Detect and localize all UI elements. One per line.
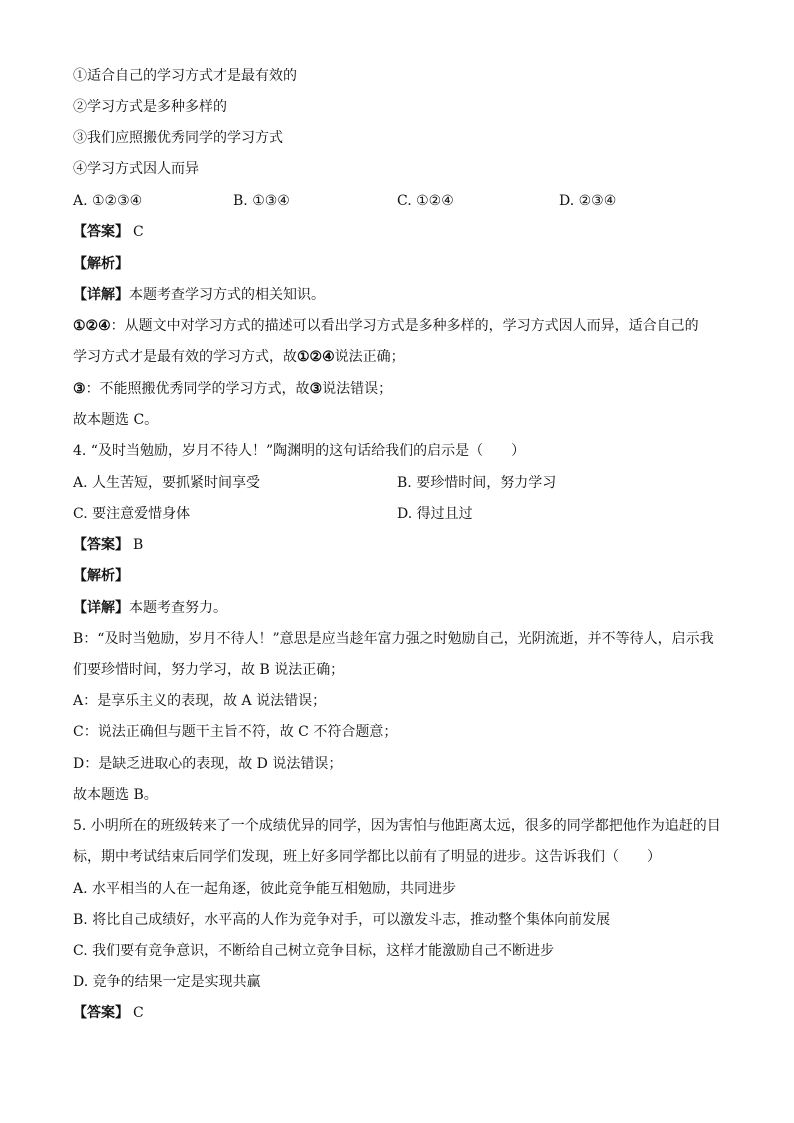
explanation-line: 们要珍惜时间，努力学习，故 B 说法正确； — [73, 662, 345, 678]
explanation-line-1 — [73, 317, 699, 335]
answer-line — [73, 1004, 144, 1022]
analysis-label: 【解析】 — [73, 256, 129, 272]
option-d: D. 竞争的结果一定是实现共赢 — [73, 974, 261, 990]
question-stem: 4. “及时当勉励，岁月不待人！”陶渊明的这句话给我们的启示是（ ） — [73, 443, 526, 459]
conclusion: 故本题选 B。 — [73, 787, 158, 803]
explanation-text: 说法正确； — [334, 349, 405, 365]
answer-value: C — [133, 224, 144, 240]
statement-3: ③我们应照搬优秀同学的学习方式 — [73, 130, 283, 146]
explanation-text: ：不能照搬优秀同学的学习方式，故 — [85, 381, 310, 397]
detail-label: 【详解】 — [73, 600, 129, 616]
explanation-ref: ①②④ — [297, 349, 335, 365]
detail-line — [73, 286, 325, 304]
explanation-line: D：是缺乏进取心的表现，故 D 说法错误； — [73, 756, 343, 772]
statement-2: ②学习方式是多种多样的 — [73, 99, 227, 115]
explanation-text: 说法错误； — [322, 381, 393, 397]
answer-line — [73, 223, 144, 241]
explanation-text: ：从题文中对学习方式的描述可以看出学习方式是多种多样的，学习方式因人而异，适合自己的 — [110, 318, 699, 334]
explanation-line: A：是享乐主义的表现，故 A 说法错误； — [73, 693, 327, 709]
option-c: C. 我们要有竞争意识，不断给自己树立竞争目标，这样才能激励自己不断进步 — [73, 943, 555, 959]
explanation-prefix: ③ — [73, 381, 86, 397]
explanation-ref: ③ — [309, 381, 323, 397]
detail-label: 【详解】 — [73, 287, 129, 303]
explanation-line-2 — [73, 348, 405, 366]
question-stem: 标，期中考试结束后同学们发现，班上好多同学都比以前有了明显的进步。这告诉我们（ ） — [73, 849, 661, 865]
option-b: B. ①③④ — [233, 193, 290, 209]
analysis-line — [73, 255, 129, 273]
option-b: B. 将比自己成绩好，水平高的人作为竞争对手，可以激发斗志，推动整个集体向前发展 — [73, 912, 611, 928]
answer-label: 【答案】 — [73, 1005, 129, 1021]
answer-value: C — [133, 1005, 144, 1021]
option-c: C. ①②④ — [397, 193, 454, 209]
explanation-prefix: ①②④ — [73, 318, 111, 334]
statement-4: ④学习方式因人而异 — [73, 161, 199, 177]
analysis-line — [73, 567, 129, 585]
detail-text: 本题考查学习方式的相关知识。 — [129, 287, 325, 303]
detail-line — [73, 599, 227, 617]
answer-label: 【答案】 — [73, 224, 129, 240]
option-d: D. ②③④ — [559, 193, 617, 209]
option-c: C. 要注意爱惜身体 — [73, 506, 191, 522]
answer-value: B — [133, 537, 144, 553]
analysis-label: 【解析】 — [73, 568, 129, 584]
option-a: A. 人生苦短，要抓紧时间享受 — [73, 475, 261, 491]
question-stem: 5. 小明所在的班级转来了一个成绩优异的同学，因为害怕与他距离太远，很多的同学都把他作为追赶的目 — [73, 818, 721, 834]
option-a: A. ①②③④ — [73, 193, 143, 209]
option-d: D. 得过且过 — [397, 506, 473, 522]
option-a: A. 水平相当的人在一起角逐，彼此竞争能互相勉励，共同进步 — [73, 881, 457, 897]
explanation-line: B：“及时当勉励，岁月不待人！”意思是应当趁年富力强之时勉励自己，光阴流逝，并不等待人，启示我 — [73, 631, 714, 647]
explanation-text: 学习方式才是最有效的学习方式，故 — [73, 349, 297, 365]
conclusion: 故本题选 C。 — [73, 412, 159, 428]
explanation-line: C：说法正确但与题干主旨不符，故 C 不符合题意； — [73, 724, 398, 740]
answer-label: 【答案】 — [73, 537, 129, 553]
option-b: B. 要珍惜时间，努力学习 — [397, 475, 557, 491]
answer-line — [73, 536, 143, 554]
detail-text: 本题考查努力。 — [129, 600, 227, 616]
statement-1: ①适合自己的学习方式才是最有效的 — [73, 68, 297, 84]
explanation-line-3 — [73, 380, 392, 398]
